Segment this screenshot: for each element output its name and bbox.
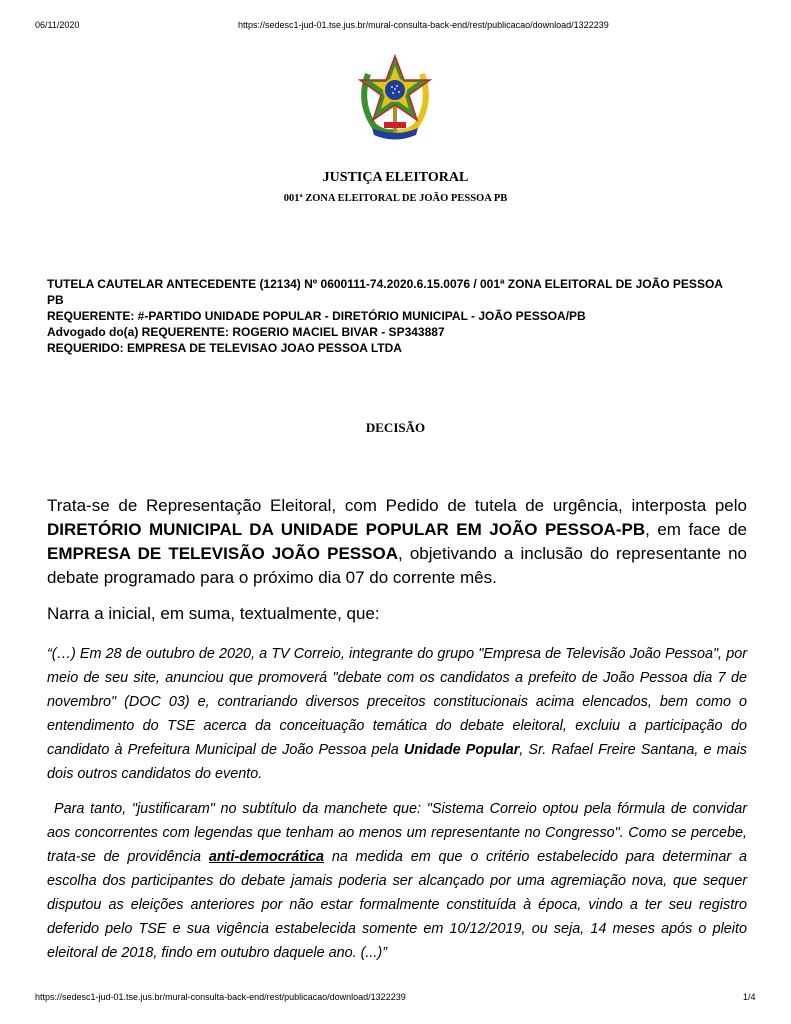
- case-requerente: REQUERENTE: #-PARTIDO UNIDADE POPULAR - DIRETÓRIO MUNICIPAL - JOÃO PESSOA/PB: [47, 309, 586, 323]
- quote-paragraph-2: [47, 797, 747, 965]
- case-class-number: TUTELA CAUTELAR ANTECEDENTE (12134) Nº 0600111-74.2020.6.15.0076 / 001ª ZONA ELEITORAL DE JOÃO PESSOA: [47, 277, 723, 291]
- case-caption: [47, 276, 757, 356]
- para1-bold-requerido: EMPRESA DE TELEVISÃO JOÃO PESSOA: [47, 544, 398, 563]
- quote-paragraph-1: [47, 642, 747, 786]
- decision-title: DECISÃO: [365, 420, 426, 435]
- para1-text-2: , em face de: [645, 520, 747, 539]
- quote2-text-1: Para tanto, "justificaram" no subtítulo da manchete que: "Sistema Correio optou pela fórmula de convidar aos concorrentes com legendas que tenham ao menos um representante no Congresso". Como se percebe, trata-se de providência: [47, 801, 747, 865]
- court-zone: 001ª ZONA ELEITORAL DE JOÃO PESSOA PB: [283, 193, 508, 204]
- print-footer-url: https://sedesc1-jud-01.tse.jus.br/mural-consulta-back-end/rest/publicacao/download/1322239: [35, 992, 406, 1002]
- para1-bold-requerente: DIRETÓRIO MUNICIPAL DA UNIDADE POPULAR EM JOÃO PESSOA-PB: [47, 520, 646, 539]
- coat-of-arms-icon: [354, 52, 436, 142]
- case-class-number-cont: PB: [47, 293, 64, 307]
- print-header-url: https://sedesc1-jud-01.tse.jus.br/mural-consulta-back-end/rest/publicacao/download/1322239: [238, 20, 609, 30]
- print-date: 06/11/2020: [35, 20, 80, 30]
- case-requerido: REQUERIDO: EMPRESA DE TELEVISAO JOAO PESSOA LTDA: [47, 341, 402, 355]
- court-name: JUSTIÇA ELEITORAL: [322, 170, 469, 185]
- paragraph-intro: [47, 494, 747, 590]
- case-advogado: Advogado do(a) REQUERENTE: ROGERIO MACIEL BIVAR - SP343887: [47, 325, 445, 339]
- quote2-text-2: na medida em que o critério estabelecido para determinar a escolha dos participantes do debate jamais poderia ser alcançado por uma agremiação nova, que sequer disputou as eleições anteriores por não estar formalmente constituída à época, vindo a ter seu registro deferido pelo TSE e sua vigência estabelecida somente em 10/12/2019, ou seja, 14 meses após o pleito eleitoral de 2018, findo em outubro daquele ano. (...)”: [47, 849, 747, 961]
- page-indicator: 1/4: [743, 992, 756, 1002]
- quote1-text-2: , Sr. Rafael Freire Santana, e mais dois outros candidatos do evento.: [47, 742, 747, 782]
- para1-text-1: Trata-se de Representação Eleitoral, com Pedido de tutela de urgência, interposta pelo: [47, 496, 747, 515]
- paragraph-narra: Narra a inicial, em suma, textualmente, que:: [47, 604, 380, 623]
- quote2-bold-underline: anti-democrática: [208, 849, 325, 865]
- quote1-text-1: “(…) Em 28 de outubro de 2020, a TV Correio, integrante do grupo "Empresa de Televisão João Pessoa", por meio de seu site, anunciou que promoverá "debate com os candidatos a prefeito de João Pessoa dia 7 de novembro" (DOC 03) e, contrariando diversos preceitos constitucionais acima elencados, bem como o entendimento do TSE acerca da conceituação temática do debate eleitoral, excluiu a participação do candidato à Prefeitura Municipal de João Pessoa pela: [47, 646, 747, 758]
- quote1-bold-party: Unidade Popular: [403, 742, 520, 758]
- para1-text-3: , objetivando a inclusão do representante no debate programado para o próximo dia 07 do corrente mês.: [47, 544, 747, 587]
